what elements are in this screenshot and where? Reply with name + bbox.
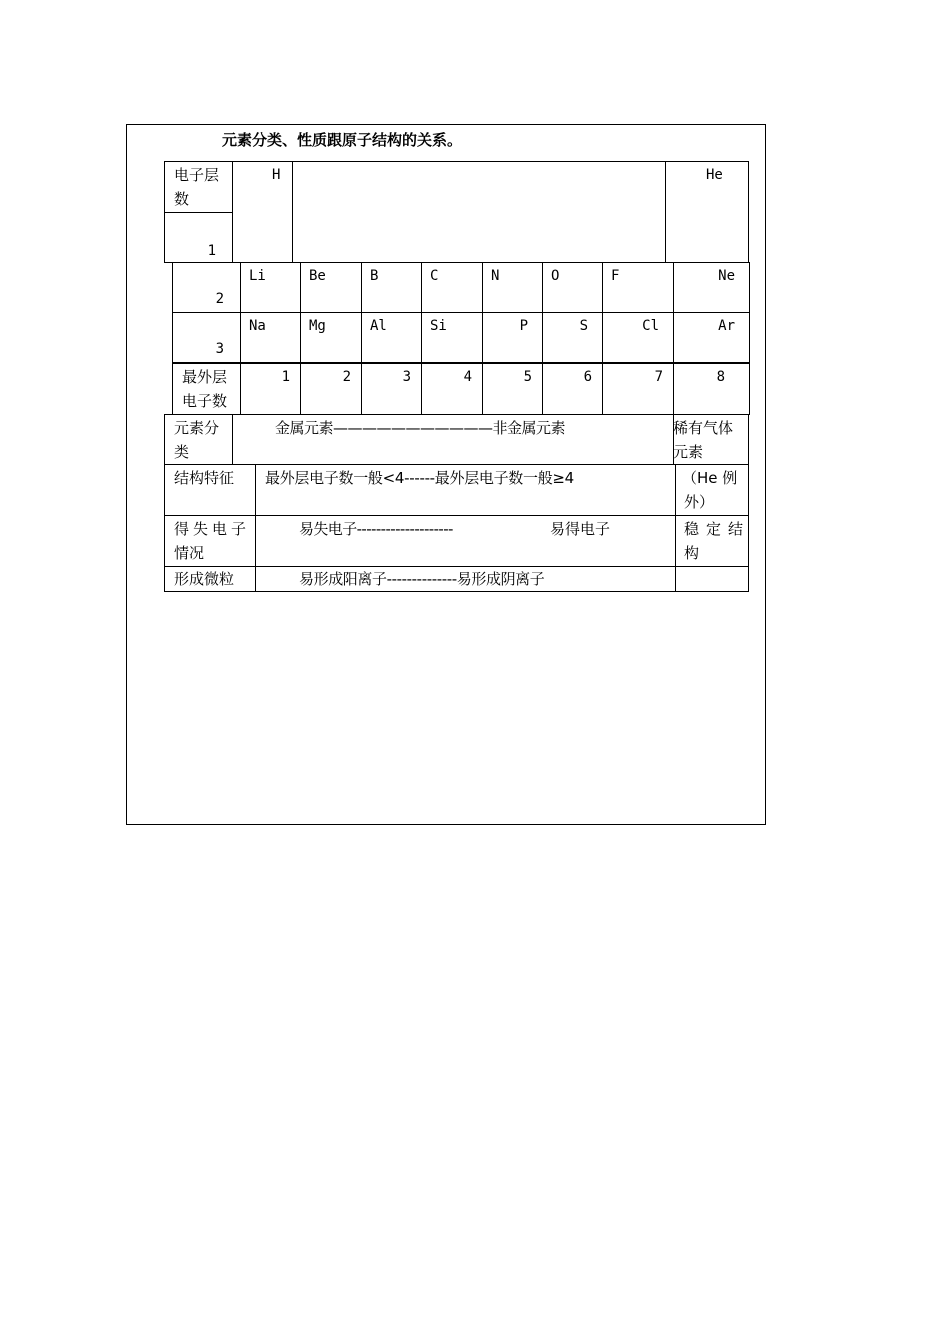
shell-label-line2: 数 [174,190,190,208]
element-h: H [272,167,281,183]
electrons-label-line2: 情况 [174,544,205,562]
element-symbol: F [611,268,620,284]
outer-value: 7 [654,369,663,385]
element-symbol: P [519,318,528,334]
element-he: He [706,167,723,183]
class-right-line1: 稀有气体 [673,419,734,437]
class-right-line2: 元素 [673,443,704,461]
period2-number: 2 [215,291,224,307]
outer-value: 4 [463,369,472,385]
classification-text: 金属元素———————————非金属元素 [275,419,566,437]
element-symbol: Be [309,268,326,284]
element-symbol: B [370,268,379,284]
element-symbol: O [551,268,560,284]
outer-value: 8 [716,369,725,385]
particles-label: 形成微粒 [174,570,235,588]
structure-text: 最外层电子数一般<4------最外层电子数一般≥4 [265,469,574,487]
electrons-right-line1: 稳定结 [684,520,751,538]
element-symbol: Al [370,318,387,334]
electrons-label-line1: 得失电子 [174,520,251,538]
electrons-right-line2: 构 [684,544,700,562]
element-symbol: C [430,268,439,284]
outer-value: 2 [342,369,351,385]
class-label-line1: 元素分 [174,419,220,437]
outer-label-line1: 最外层 [182,368,228,386]
outer-value: 5 [523,369,532,385]
outer-label-line2: 电子数 [182,392,228,410]
outer-value: 3 [402,369,411,385]
element-symbol: Si [430,318,447,334]
period1-number: 1 [207,243,216,259]
element-symbol: Li [249,268,266,284]
outer-value: 6 [583,369,592,385]
cell-period1-gap [292,161,666,263]
class-label-line2: 类 [174,443,190,461]
outer-value: 1 [281,369,290,385]
structure-right-line2: 外） [684,493,715,511]
electrons-text-right: 易得电子 [550,520,611,538]
cell-period1-num [164,212,233,263]
period3-number: 3 [215,341,224,357]
element-symbol: Mg [309,318,326,334]
cell-h [232,161,293,263]
particles-text: 易形成阳离子--------------易形成阴离子 [299,570,545,588]
electrons-text-left: 易失电子-------------------- [299,520,453,538]
element-symbol: Ne [718,268,735,284]
structure-label: 结构特征 [174,469,235,487]
structure-right-line1: （He 例 [682,469,738,487]
shell-label-line1: 电子层 [174,166,220,184]
cell-particles-right [675,566,749,592]
element-symbol: Cl [642,318,659,334]
element-symbol: N [491,268,500,284]
element-symbol: S [579,318,588,334]
page-title: 元素分类、性质跟原子结构的关系。 [222,131,463,149]
element-symbol: Na [249,318,266,334]
element-symbol: Ar [718,318,735,334]
